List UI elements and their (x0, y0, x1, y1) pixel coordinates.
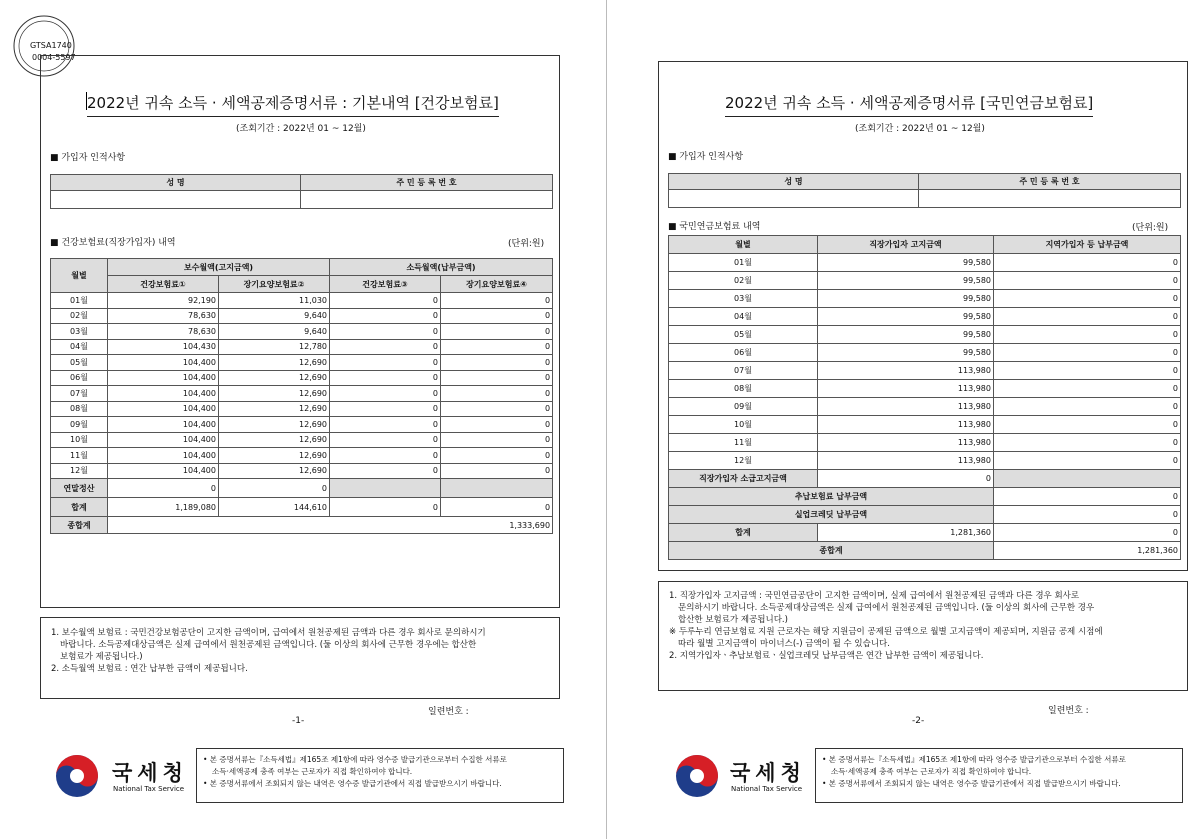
value-cell: 99,580 (818, 272, 994, 290)
value-cell: 104,400 (108, 448, 219, 464)
month-cell: 08월 (669, 380, 818, 398)
month-cell: 04월 (669, 308, 818, 326)
value-cell: 113,980 (818, 434, 994, 452)
value-cell: 104,400 (108, 432, 219, 448)
col-header: 장기요양보험료② (219, 276, 330, 293)
value-cell: 0 (994, 398, 1181, 416)
page2-personal-table (668, 173, 1181, 208)
name-header: 성 명 (669, 174, 919, 190)
nts-logo-icon (55, 754, 99, 798)
page1-detail-section: ■ 건강보험료(직장가입자) 내역 (50, 238, 176, 248)
col-header: 월별 (669, 236, 818, 254)
value-cell: 0 (994, 308, 1181, 326)
col-header: 지역가입자 등 납부금액 (994, 236, 1181, 254)
month-cell: 09월 (51, 417, 108, 433)
value-cell: 12,690 (219, 386, 330, 402)
page-number: -1- (292, 716, 305, 726)
settlement-empty (330, 479, 441, 498)
value-cell: 104,400 (108, 355, 219, 371)
month-cell: 07월 (51, 386, 108, 402)
month-cell: 11월 (51, 448, 108, 464)
notice-line: 소득·세액공제 충족 여부는 근로자가 직접 확인하여야 합니다. (831, 767, 1032, 776)
document-page-2 (612, 0, 1202, 839)
value-cell: 0 (994, 326, 1181, 344)
value-cell: 0 (441, 386, 553, 402)
value-cell: 12,690 (219, 432, 330, 448)
table-row (669, 380, 1181, 398)
table-row (51, 308, 553, 324)
value-cell: 0 (994, 290, 1181, 308)
subtotal-v1: 1,189,080 (108, 498, 219, 517)
value-cell: 0 (330, 293, 441, 309)
value-cell: 0 (994, 434, 1181, 452)
settlement-v1: 0 (108, 479, 219, 498)
note-line: 2. 지역가입자ㆍ추납보험료ㆍ실업크레딧 납부금액은 연간 납부한 금액이 제공됩니다. (669, 651, 984, 661)
agency-en: National Tax Service (731, 785, 803, 793)
value-cell: 99,580 (818, 326, 994, 344)
month-cell: 01월 (51, 293, 108, 309)
subtotal-row (51, 498, 553, 517)
value-cell: 9,640 (219, 308, 330, 324)
settlement-v2: 0 (219, 479, 330, 498)
notice-line: • 본 증명서류는『소득세법』제165조 제1항에 따라 영수증 발급기관으로부터 수집한 서류로 (203, 755, 507, 764)
page2-notes (658, 581, 1188, 691)
serial-number-label: 일련번호 : (1048, 706, 1089, 716)
table-row (51, 432, 553, 448)
table-row (669, 434, 1181, 452)
month-cell: 06월 (51, 370, 108, 386)
health-insurance-table (50, 258, 553, 534)
additional-value: 0 (994, 488, 1181, 506)
page2-period: (조회기간 : 2022년 01 ~ 12월) (855, 124, 985, 134)
month-cell: 05월 (51, 355, 108, 371)
month-cell: 02월 (669, 272, 818, 290)
footer-notice (196, 748, 564, 803)
value-cell: 0 (330, 324, 441, 340)
month-cell: 10월 (51, 432, 108, 448)
table-row (669, 272, 1181, 290)
note-line: 바랍니다. 소득공제대상금액은 실제 급여에서 원천공제된 금액입니다. (둘 이상의 회사에 근무한 경우에는 합산한 (60, 640, 477, 650)
credit-row (669, 506, 1181, 524)
retro-label: 직장가입자 소급고지금액 (669, 470, 818, 488)
value-cell: 99,580 (818, 290, 994, 308)
value-cell: 0 (330, 401, 441, 417)
value-cell: 113,980 (818, 380, 994, 398)
page1-notes (40, 617, 560, 699)
agency-en: National Tax Service (113, 785, 185, 793)
month-cell: 12월 (51, 463, 108, 479)
month-cell: 06월 (669, 344, 818, 362)
settlement-label: 연말정산 (51, 479, 108, 498)
note-line: ※ 두루누리 연금보험료 지원 근로자는 해당 지원금이 공제된 금액으로 월별 고지금액이 제공되며, 지원금 공제 시점에 (669, 627, 1103, 637)
value-cell: 113,980 (818, 398, 994, 416)
subtotal-label: 합계 (669, 524, 818, 542)
table-row (51, 463, 553, 479)
value-cell: 11,030 (219, 293, 330, 309)
value-cell: 0 (994, 272, 1181, 290)
value-cell: 0 (994, 380, 1181, 398)
value-cell: 12,690 (219, 401, 330, 417)
table-row (51, 448, 553, 464)
value-cell: 12,690 (219, 463, 330, 479)
stamp-label: GTSA1740 (30, 41, 72, 50)
value-cell: 0 (441, 308, 553, 324)
col-header: 직장가입자 고지금액 (818, 236, 994, 254)
value-cell: 0 (330, 417, 441, 433)
value-cell: 12,690 (219, 448, 330, 464)
value-cell: 0 (330, 370, 441, 386)
month-cell: 09월 (669, 398, 818, 416)
additional-label: 추납보험료 납부금액 (669, 488, 994, 506)
notice-line: • 본 증명서류에서 조회되지 않는 내역은 영수증 발급기관에서 직접 발급받으시기 바랍니다. (203, 779, 502, 788)
value-cell: 0 (330, 386, 441, 402)
table-row (51, 386, 553, 402)
additional-row (669, 488, 1181, 506)
name-header: 성 명 (51, 175, 301, 191)
value-cell: 0 (441, 432, 553, 448)
month-header: 월별 (51, 259, 108, 293)
value-cell: 9,640 (219, 324, 330, 340)
table-row (51, 339, 553, 355)
value-cell: 0 (330, 339, 441, 355)
month-cell: 03월 (51, 324, 108, 340)
table-row (669, 290, 1181, 308)
notice-line: • 본 증명서류는『소득세법』제165조 제1항에 따라 영수증 발급기관으로부터 수집한 서류로 (822, 755, 1126, 764)
month-cell: 08월 (51, 401, 108, 417)
page1-personal-table (50, 174, 553, 209)
table-row (51, 370, 553, 386)
table-row (669, 416, 1181, 434)
subtotal-v1: 1,281,360 (818, 524, 994, 542)
value-cell: 0 (994, 344, 1181, 362)
table-row (669, 452, 1181, 470)
value-cell: 99,580 (818, 344, 994, 362)
month-cell: 10월 (669, 416, 818, 434)
month-cell: 12월 (669, 452, 818, 470)
group2-header: 소득월액(납부금액) (330, 259, 553, 276)
subtotal-v3: 0 (330, 498, 441, 517)
col-header: 장기요양보험료④ (441, 276, 553, 293)
notice-line: 소득·세액공제 충족 여부는 근로자가 직접 확인하여야 합니다. (212, 767, 413, 776)
value-cell: 104,400 (108, 370, 219, 386)
page1-personal-section: ■ 가입자 인적사항 (50, 153, 126, 163)
rrn-header: 주 민 등 록 번 호 (919, 174, 1181, 190)
group1-header: 보수월액(고지금액) (108, 259, 330, 276)
subtotal-row (669, 524, 1181, 542)
month-cell: 04월 (51, 339, 108, 355)
rrn-header: 주 민 등 록 번 호 (301, 175, 553, 191)
value-cell: 0 (441, 463, 553, 479)
value-cell: 104,430 (108, 339, 219, 355)
settlement-empty (441, 479, 553, 498)
value-cell: 0 (441, 401, 553, 417)
page2-personal-section: ■ 가입자 인적사항 (668, 152, 744, 162)
table-row (669, 344, 1181, 362)
grand-total-label: 종합계 (669, 542, 994, 560)
name-value (669, 190, 919, 208)
grand-total-value: 1,333,690 (108, 517, 553, 534)
credit-label: 실업크레딧 납부금액 (669, 506, 994, 524)
grand-total-label: 종합계 (51, 517, 108, 534)
note-line: 1. 보수월액 보험료 : 국민건강보험공단이 고지한 금액이며, 급여에서 원천공제된 금액과 다른 경우 회사로 문의하시기 (51, 628, 486, 638)
table-row (51, 324, 553, 340)
value-cell: 12,780 (219, 339, 330, 355)
value-cell: 0 (330, 432, 441, 448)
subtotal-v2: 144,610 (219, 498, 330, 517)
page1-unit: (단위:원) (508, 239, 545, 249)
value-cell: 12,690 (219, 355, 330, 371)
nts-logo-icon (675, 754, 719, 798)
note-line: 문의하시기 바랍니다. 소득공제대상금액은 실제 급여에서 원천공제된 금액입니다. (둘 이상의 회사에 근무한 경우 (678, 603, 1095, 613)
value-cell: 113,980 (818, 362, 994, 380)
value-cell: 99,580 (818, 308, 994, 326)
name-value (51, 191, 301, 209)
value-cell: 0 (330, 463, 441, 479)
page1-period: (조회기간 : 2022년 01 ~ 12월) (236, 124, 366, 134)
month-cell: 03월 (669, 290, 818, 308)
grand-total-row (51, 517, 553, 534)
table-row (669, 326, 1181, 344)
value-cell: 104,400 (108, 401, 219, 417)
settlement-row (51, 479, 553, 498)
notice-line: • 본 증명서류에서 조회되지 않는 내역은 영수증 발급기관에서 직접 발급받으시기 바랍니다. (822, 779, 1121, 788)
grand-total-value: 1,281,360 (994, 542, 1181, 560)
note-line: 합산한 보험료가 제공됩니다.) (678, 615, 788, 625)
value-cell: 0 (441, 339, 553, 355)
value-cell: 113,980 (818, 452, 994, 470)
agency-name: 국세청 (730, 761, 806, 785)
agency-name: 국세청 (112, 761, 188, 785)
table-row (51, 417, 553, 433)
credit-value: 0 (994, 506, 1181, 524)
retro-value: 0 (818, 470, 994, 488)
value-cell: 0 (441, 448, 553, 464)
month-cell: 02월 (51, 308, 108, 324)
table-row (669, 362, 1181, 380)
value-cell: 104,400 (108, 386, 219, 402)
page-number: -2- (912, 716, 925, 726)
rrn-value (919, 190, 1181, 208)
serial-number-label: 일련번호 : (428, 707, 469, 717)
value-cell: 12,690 (219, 370, 330, 386)
value-cell: 0 (441, 293, 553, 309)
value-cell: 0 (441, 417, 553, 433)
table-row (669, 308, 1181, 326)
value-cell: 0 (441, 370, 553, 386)
month-cell: 01월 (669, 254, 818, 272)
value-cell: 113,980 (818, 416, 994, 434)
table-row (51, 355, 553, 371)
month-cell: 05월 (669, 326, 818, 344)
page2-detail-section: ■ 국민연금보험료 내역 (668, 222, 761, 232)
value-cell: 0 (994, 254, 1181, 272)
value-cell: 0 (994, 362, 1181, 380)
value-cell: 12,690 (219, 417, 330, 433)
value-cell: 104,400 (108, 463, 219, 479)
value-cell: 0 (441, 324, 553, 340)
col-header: 건강보험료① (108, 276, 219, 293)
value-cell: 104,400 (108, 417, 219, 433)
subtotal-v4: 0 (441, 498, 553, 517)
table-row (669, 398, 1181, 416)
note-line: 2. 소득월액 보험료 : 연간 납부한 금액이 제공됩니다. (51, 664, 248, 674)
retro-empty (994, 470, 1181, 488)
value-cell: 78,630 (108, 308, 219, 324)
subtotal-label: 합계 (51, 498, 108, 517)
page2-unit: (단위:원) (1132, 223, 1169, 233)
table-row (669, 254, 1181, 272)
month-cell: 11월 (669, 434, 818, 452)
document-page-1 (0, 0, 600, 839)
value-cell: 0 (330, 448, 441, 464)
col-header: 건강보험료③ (330, 276, 441, 293)
value-cell: 0 (994, 452, 1181, 470)
note-line: 보험료가 제공됩니다.) (60, 652, 143, 662)
page2-title: 2022년 귀속 소득 · 세액공제증명서류 [국민연금보험료] (725, 92, 1093, 117)
page-divider (606, 0, 607, 839)
subtotal-v2: 0 (994, 524, 1181, 542)
value-cell: 92,190 (108, 293, 219, 309)
note-line: 따라 월별 고지금액이 마이너스(-) 금액이 될 수 있습니다. (678, 639, 890, 649)
pension-table (668, 235, 1181, 560)
note-line: 1. 직장가입자 고지금액 : 국민연금공단이 고지한 금액이며, 실제 급여에서 원천공제된 금액과 다른 경우 회사로 (669, 591, 1080, 601)
retro-row (669, 470, 1181, 488)
value-cell: 0 (994, 416, 1181, 434)
value-cell: 78,630 (108, 324, 219, 340)
grand-total-row (669, 542, 1181, 560)
stamp-code: 0004-5597 (32, 53, 76, 62)
month-cell: 07월 (669, 362, 818, 380)
table-row (51, 401, 553, 417)
value-cell: 0 (330, 355, 441, 371)
page1-title: 2022년 귀속 소득 · 세액공제증명서류 : 기본내역 [건강보험료] (87, 92, 499, 117)
rrn-value (301, 191, 553, 209)
value-cell: 0 (330, 308, 441, 324)
table-row (51, 293, 553, 309)
value-cell: 99,580 (818, 254, 994, 272)
value-cell: 0 (441, 355, 553, 371)
footer-notice (815, 748, 1183, 803)
